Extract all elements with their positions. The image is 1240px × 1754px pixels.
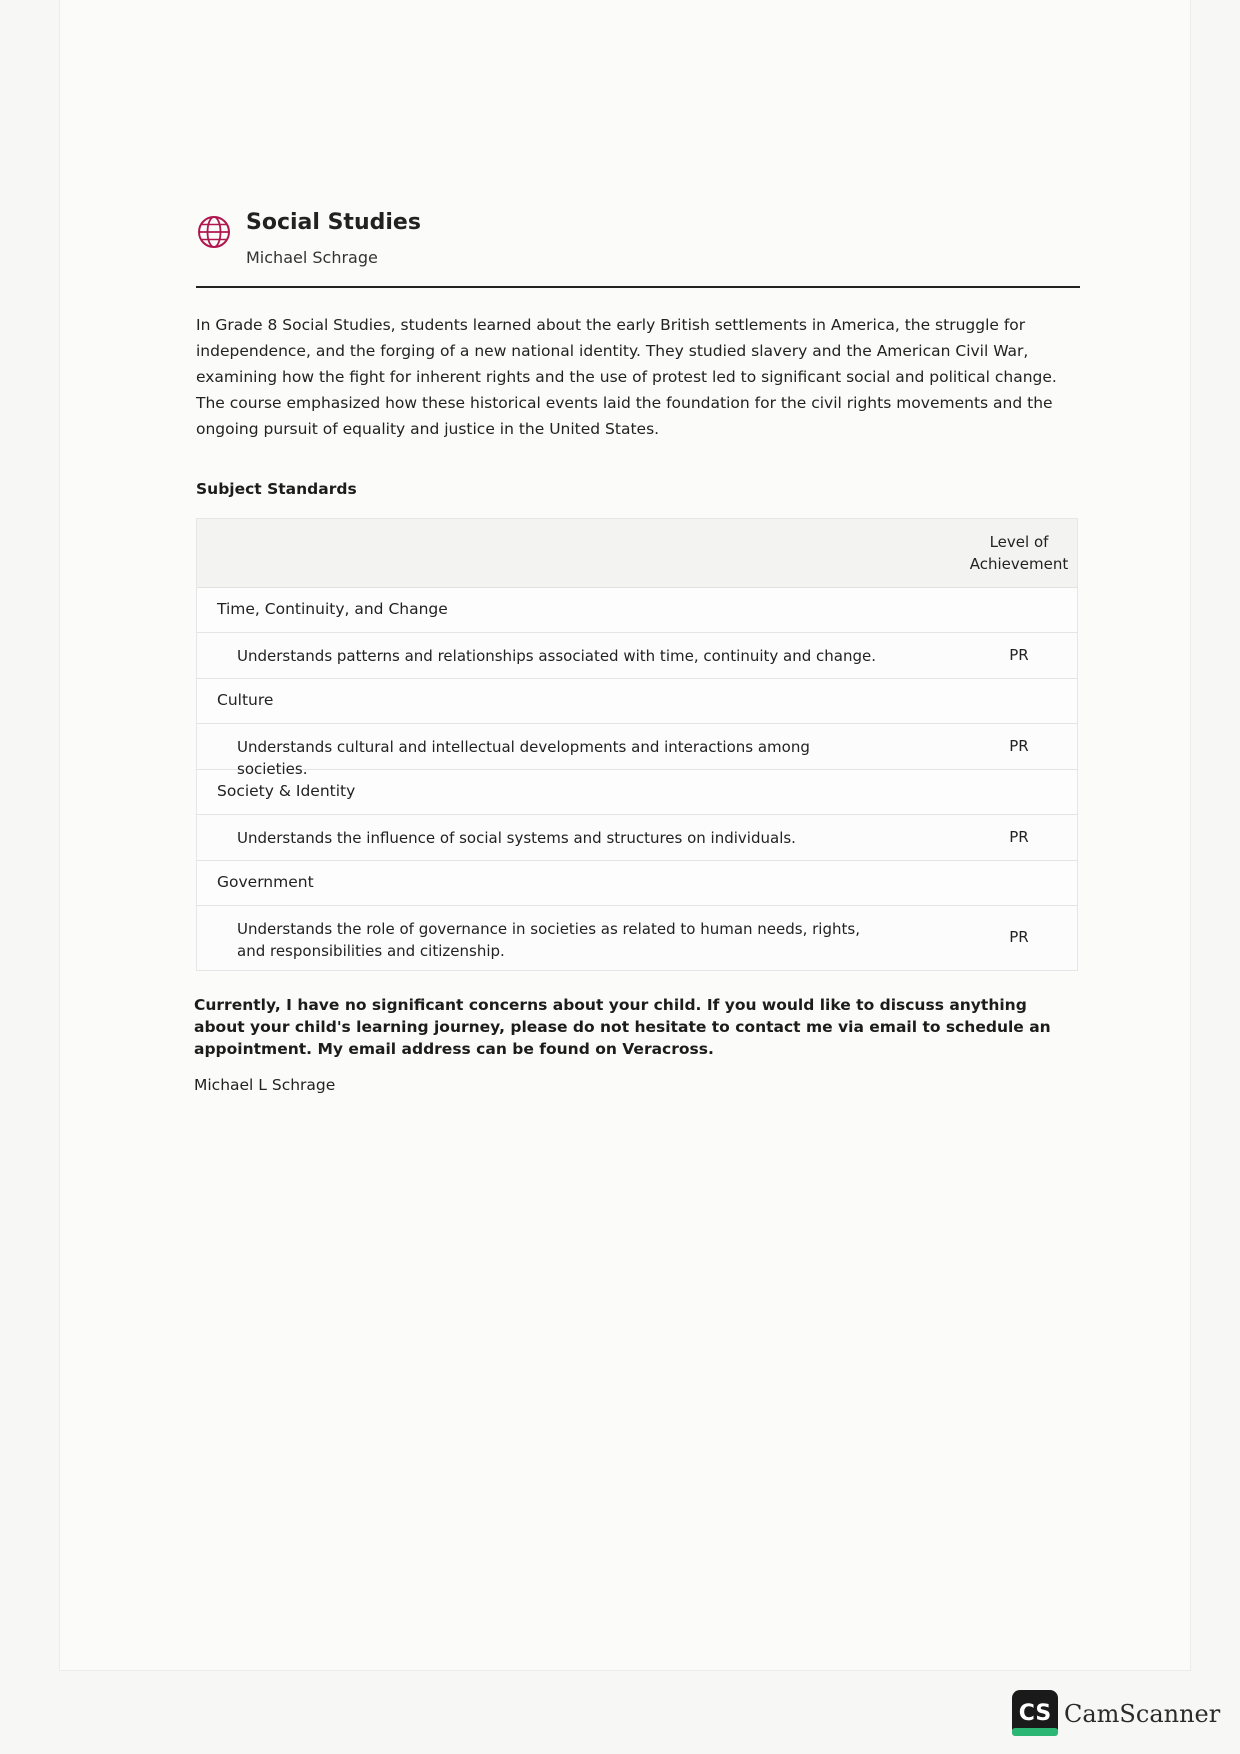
achievement-level: PR (1009, 928, 1029, 946)
camscanner-logo-text: CS (1018, 1701, 1052, 1726)
standard-description: Understands patterns and relationships associated with time, continuity and change. (237, 647, 877, 665)
standard-row (197, 906, 1077, 970)
standard-row (197, 815, 1077, 861)
teacher-name: Michael Schrage (246, 248, 378, 267)
standard-row (197, 724, 1077, 778)
table-header (197, 519, 1077, 588)
globe-icon (196, 214, 232, 250)
subject-header (196, 210, 1080, 288)
category-row (197, 679, 1077, 724)
teacher-signature: Michael L Schrage (194, 1076, 336, 1094)
teacher-comment: Currently, I have no significant concerns about your child. If you would like to discuss anything about your child's learning journey, please do not hesitate to contact me via email to schedule an appointment. My email address can be found on Veracross. (194, 996, 1051, 1058)
achievement-level: PR (1009, 646, 1029, 664)
category-label: Time, Continuity, and Change (217, 600, 448, 618)
standard-description: Understands the role of governance in societies as related to human needs, rights, and responsibilities and citizenship. (237, 920, 860, 960)
subject-title: Social Studies (246, 210, 421, 235)
standards-heading: Subject Standards (196, 480, 357, 498)
level-of-achievement-header: Level of Achievement (969, 533, 1069, 573)
standard-row (197, 633, 1077, 679)
camscanner-logo-icon (1012, 1690, 1058, 1736)
achievement-level: PR (1009, 828, 1029, 846)
category-label: Society & Identity (217, 782, 356, 800)
category-label: Culture (217, 691, 274, 709)
achievement-level: PR (1009, 737, 1029, 755)
category-label: Government (217, 873, 314, 891)
category-row (197, 588, 1077, 633)
standard-description: Understands cultural and intellectual developments and interactions among societies. (237, 738, 810, 778)
course-description: In Grade 8 Social Studies, students learned about the early British settlements in America, the struggle for independence, and the forging of a new national identity. They studied slavery and the American Civil War, examining how the fight for inherent rights and the use of protest led to significant social and political change. The course emphasized how these historical events laid the foundation for the civil rights movements and the ongoing pursuit of equality and justice in the United States. (196, 316, 1057, 438)
standard-description: Understands the influence of social systems and structures on individuals. (237, 829, 796, 847)
category-row (197, 861, 1077, 906)
camscanner-watermark (1012, 1690, 1221, 1736)
standards-table (196, 518, 1078, 971)
category-row (197, 770, 1077, 815)
camscanner-name: CamScanner (1064, 1700, 1221, 1728)
